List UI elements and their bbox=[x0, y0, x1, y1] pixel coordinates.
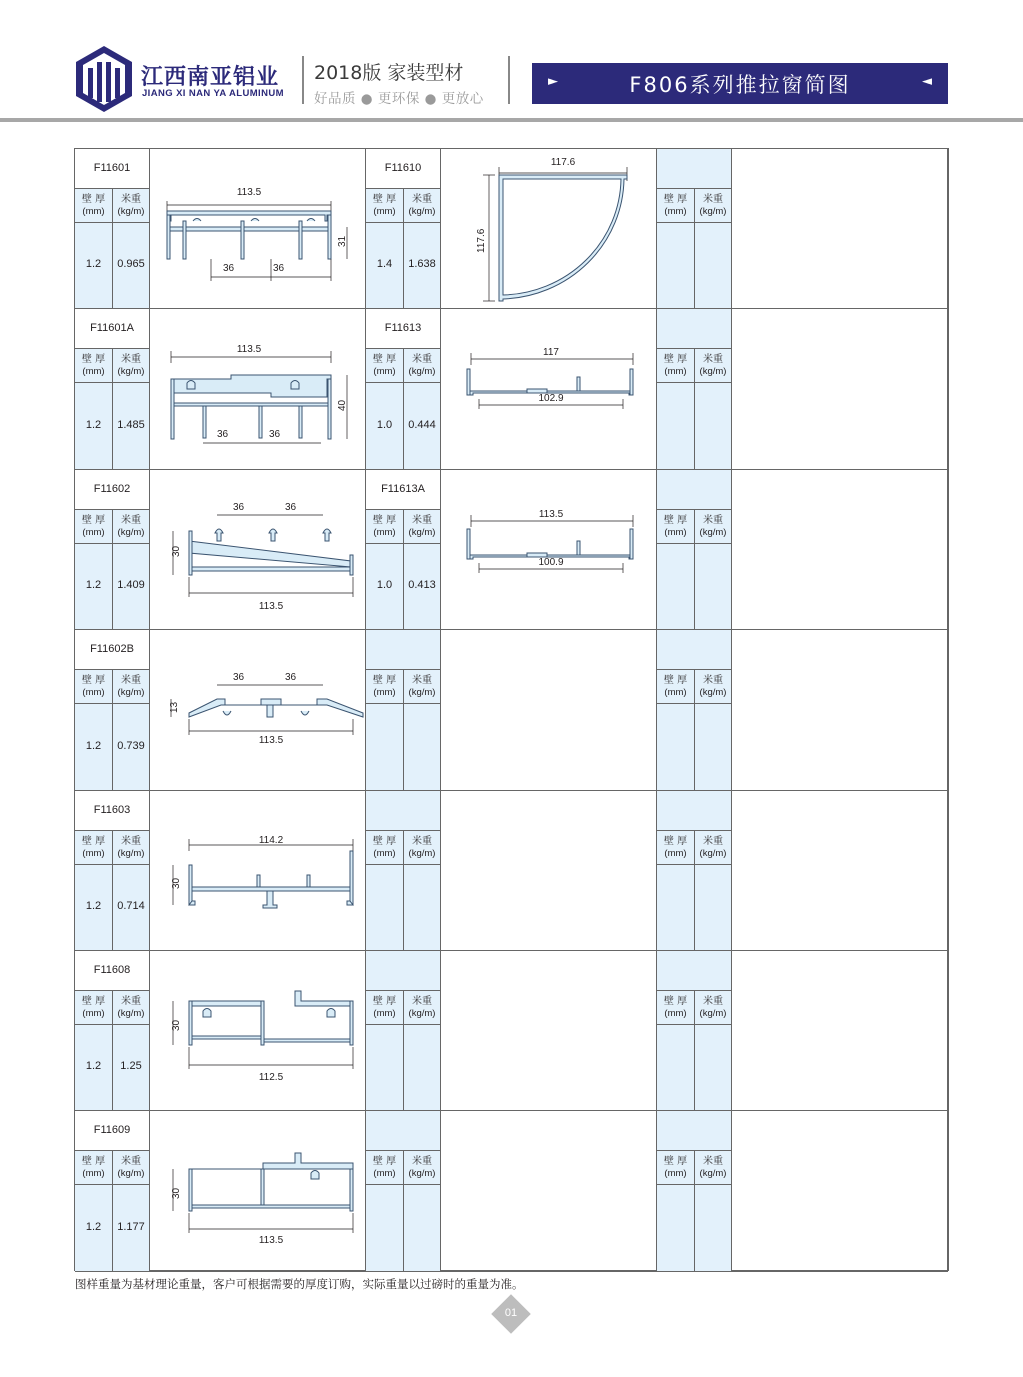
profile-code: F11601A bbox=[90, 322, 134, 334]
unit-weight-value: 1.177 bbox=[117, 1220, 145, 1233]
wall-thickness-cell bbox=[75, 1025, 113, 1111]
unit-weight-cell bbox=[404, 544, 441, 630]
profile-drawing-F11601 bbox=[151, 159, 365, 307]
wall-thickness-value: 1.2 bbox=[85, 900, 102, 912]
wall-thickness-cell bbox=[75, 1185, 113, 1272]
label-text: 米重 bbox=[703, 836, 723, 847]
unit-weight-value: 1.485 bbox=[117, 418, 145, 431]
wall-thickness-label bbox=[75, 510, 113, 544]
wall-thickness-cell bbox=[657, 383, 695, 470]
profile-drawing-cell bbox=[441, 951, 657, 1111]
unit-weight-label bbox=[404, 510, 441, 544]
dim-label: 40 bbox=[337, 399, 348, 411]
wall-thickness-value: 1.4 bbox=[376, 258, 393, 270]
unit-weight-label bbox=[113, 510, 150, 544]
dim-label: 36 bbox=[285, 672, 297, 683]
profile-drawing-cell bbox=[732, 1111, 948, 1272]
unit-weight-cell bbox=[404, 383, 441, 470]
dim-label: 113.5 bbox=[538, 509, 564, 520]
unit-weight-label bbox=[695, 189, 732, 223]
profile-code-cell bbox=[366, 470, 441, 510]
label-unit: (kg/m) bbox=[699, 527, 727, 538]
label-unit: (mm) bbox=[664, 687, 687, 698]
profile-drawing-F11603 bbox=[151, 799, 365, 947]
dim-label: 30 bbox=[171, 545, 182, 557]
label-unit: (mm) bbox=[82, 527, 105, 538]
wall-thickness-label bbox=[657, 510, 695, 544]
triangle-right-icon: ► bbox=[548, 74, 558, 89]
label-text: 壁 厚 bbox=[81, 675, 106, 686]
wall-thickness-cell bbox=[657, 704, 695, 791]
profile-code-cell bbox=[75, 630, 150, 670]
dim-label: 36 bbox=[223, 263, 235, 274]
unit-weight-cell bbox=[113, 383, 150, 470]
wall-thickness-value: 1.2 bbox=[85, 258, 102, 270]
unit-weight-label bbox=[695, 670, 732, 704]
unit-weight-cell bbox=[695, 383, 732, 470]
label-text: 米重 bbox=[412, 836, 432, 847]
dim-label: 13 bbox=[169, 701, 180, 713]
label-text: 米重 bbox=[412, 996, 432, 1007]
wall-thickness-label bbox=[75, 189, 113, 223]
wall-thickness-cell bbox=[657, 544, 695, 630]
label-unit: (mm) bbox=[664, 206, 687, 217]
label-text: 米重 bbox=[703, 194, 723, 205]
unit-weight-value: 0.714 bbox=[117, 900, 145, 912]
unit-weight-value: 1.25 bbox=[120, 1060, 142, 1072]
profile-drawing-cell bbox=[732, 951, 948, 1111]
unit-weight-cell bbox=[113, 223, 150, 309]
label-text: 米重 bbox=[121, 996, 141, 1007]
label-text: 壁 厚 bbox=[663, 194, 688, 205]
label-text: 米重 bbox=[703, 1156, 723, 1167]
triangle-left-icon: ◄ bbox=[922, 74, 932, 89]
profile-code: F11603 bbox=[93, 804, 131, 816]
wall-thickness-cell bbox=[366, 1025, 404, 1111]
profile-drawing-F11609 bbox=[151, 1119, 365, 1267]
wall-thickness-cell bbox=[366, 704, 404, 791]
unit-weight-label bbox=[113, 189, 150, 223]
profile-code-cell bbox=[366, 791, 441, 831]
unit-weight-value: 1.638 bbox=[408, 258, 436, 270]
label-unit: (kg/m) bbox=[117, 206, 145, 217]
label-unit: (kg/m) bbox=[699, 366, 727, 377]
wall-thickness-label bbox=[75, 831, 113, 865]
label-unit: (kg/m) bbox=[699, 206, 727, 217]
label-unit: (mm) bbox=[664, 527, 687, 538]
unit-weight-value: 1.409 bbox=[117, 579, 145, 591]
label-unit: (kg/m) bbox=[699, 1168, 727, 1179]
label-text: 壁 厚 bbox=[372, 354, 397, 365]
dim-label: 30 bbox=[171, 1187, 182, 1199]
label-unit: (kg/m) bbox=[117, 848, 145, 859]
profile-code-cell bbox=[75, 791, 150, 831]
catalog-edition: 2018版 家装型材 bbox=[314, 62, 464, 84]
unit-weight-cell bbox=[695, 865, 732, 951]
dim-label: 31 bbox=[337, 235, 348, 247]
label-unit: (kg/m) bbox=[117, 527, 145, 538]
unit-weight-label bbox=[404, 1151, 441, 1185]
wall-thickness-label bbox=[75, 1151, 113, 1185]
label-unit: (kg/m) bbox=[117, 1168, 145, 1179]
wall-thickness-label bbox=[75, 349, 113, 383]
dim-label: 117.6 bbox=[476, 228, 487, 253]
label-unit: (mm) bbox=[82, 687, 105, 698]
wall-thickness-label bbox=[366, 670, 404, 704]
dim-label: 36 bbox=[233, 672, 245, 683]
label-text: 米重 bbox=[412, 354, 432, 365]
wall-thickness-cell bbox=[366, 544, 404, 630]
label-unit: (mm) bbox=[664, 1008, 687, 1019]
wall-thickness-cell bbox=[657, 223, 695, 309]
label-unit: (mm) bbox=[82, 366, 105, 377]
company-logo bbox=[74, 44, 134, 114]
wall-thickness-label bbox=[366, 510, 404, 544]
wall-thickness-value: 1.2 bbox=[85, 579, 102, 591]
label-text: 米重 bbox=[121, 194, 141, 205]
wall-thickness-cell bbox=[657, 865, 695, 951]
label-text: 壁 厚 bbox=[663, 675, 688, 686]
label-unit: (mm) bbox=[373, 1168, 396, 1179]
label-unit: (mm) bbox=[373, 366, 396, 377]
profile-code-cell bbox=[366, 1111, 441, 1151]
profile-code-cell bbox=[366, 630, 441, 670]
label-unit: (mm) bbox=[373, 1008, 396, 1019]
unit-weight-cell bbox=[404, 704, 441, 791]
dim-label: 113.5 bbox=[258, 1235, 284, 1246]
dim-label: 36 bbox=[269, 429, 281, 440]
label-text: 米重 bbox=[412, 194, 432, 205]
profile-drawing-cell bbox=[732, 309, 948, 470]
label-unit: (mm) bbox=[373, 206, 396, 217]
unit-weight-label bbox=[695, 510, 732, 544]
dim-label: 36 bbox=[285, 502, 297, 513]
profile-code: F11613A bbox=[381, 483, 425, 495]
wall-thickness-value: 1.2 bbox=[85, 1220, 102, 1233]
label-unit: (mm) bbox=[373, 527, 396, 538]
profile-code: F11609 bbox=[93, 1124, 131, 1136]
dim-label: 113.5 bbox=[236, 187, 262, 198]
profile-drawing-F11610 bbox=[443, 153, 657, 309]
profile-code-cell bbox=[657, 1111, 732, 1151]
unit-weight-cell bbox=[404, 223, 441, 309]
label-text: 壁 厚 bbox=[663, 836, 688, 847]
wall-thickness-label bbox=[366, 1151, 404, 1185]
unit-weight-cell bbox=[113, 544, 150, 630]
unit-weight-value: 0.965 bbox=[117, 258, 145, 270]
label-unit: (mm) bbox=[373, 687, 396, 698]
profile-code-cell bbox=[75, 149, 150, 189]
series-title: F806系列推拉窗简图 bbox=[629, 73, 851, 97]
wall-thickness-label bbox=[657, 189, 695, 223]
wall-thickness-value: 1.0 bbox=[376, 418, 393, 431]
unit-weight-label bbox=[113, 670, 150, 704]
label-text: 壁 厚 bbox=[372, 194, 397, 205]
unit-weight-label bbox=[695, 349, 732, 383]
wall-thickness-cell bbox=[366, 865, 404, 951]
label-text: 米重 bbox=[412, 1156, 432, 1167]
unit-weight-label bbox=[404, 831, 441, 865]
wall-thickness-label bbox=[366, 831, 404, 865]
profile-table bbox=[74, 148, 949, 1271]
dim-label: 113.5 bbox=[236, 344, 262, 355]
label-unit: (kg/m) bbox=[117, 366, 145, 377]
label-unit: (kg/m) bbox=[117, 687, 145, 698]
label-unit: (mm) bbox=[82, 1168, 105, 1179]
label-unit: (kg/m) bbox=[408, 1168, 436, 1179]
wall-thickness-value: 1.2 bbox=[85, 1060, 102, 1072]
wall-thickness-cell bbox=[657, 1185, 695, 1272]
label-unit: (kg/m) bbox=[699, 1008, 727, 1019]
unit-weight-label bbox=[695, 991, 732, 1025]
profile-drawing-cell bbox=[441, 791, 657, 951]
wall-thickness-cell bbox=[75, 544, 113, 630]
label-unit: (kg/m) bbox=[408, 687, 436, 698]
profile-code-cell bbox=[657, 309, 732, 349]
brand-slogan: 好品质 ● 更环保 ● 更放心 bbox=[314, 91, 484, 107]
label-unit: (mm) bbox=[664, 1168, 687, 1179]
unit-weight-label bbox=[404, 670, 441, 704]
page-number: 01 bbox=[504, 1307, 518, 1319]
label-text: 壁 厚 bbox=[81, 354, 106, 365]
label-text: 米重 bbox=[121, 354, 141, 365]
unit-weight-cell bbox=[113, 1025, 150, 1111]
label-text: 米重 bbox=[703, 515, 723, 526]
unit-weight-label bbox=[113, 991, 150, 1025]
label-text: 米重 bbox=[703, 996, 723, 1007]
wall-thickness-value: 1.2 bbox=[85, 418, 102, 431]
label-text: 壁 厚 bbox=[81, 515, 106, 526]
brand-name-cn: 江西南亚铝业 bbox=[141, 65, 280, 90]
wall-thickness-cell bbox=[75, 865, 113, 951]
profile-drawing-F11613 bbox=[443, 319, 657, 467]
wall-thickness-value: 1.0 bbox=[376, 579, 393, 591]
profile-code: F11601 bbox=[93, 162, 131, 174]
label-unit: (kg/m) bbox=[408, 206, 436, 217]
wall-thickness-label bbox=[657, 670, 695, 704]
profile-code-cell bbox=[657, 149, 732, 189]
label-text: 壁 厚 bbox=[372, 836, 397, 847]
profile-code-cell bbox=[366, 309, 441, 349]
label-text: 米重 bbox=[703, 675, 723, 686]
label-unit: (mm) bbox=[82, 206, 105, 217]
profile-drawing-F11613A bbox=[443, 479, 657, 627]
profile-drawing-cell bbox=[441, 630, 657, 791]
wall-thickness-label bbox=[657, 991, 695, 1025]
profile-code-cell bbox=[75, 1111, 150, 1151]
label-unit: (mm) bbox=[82, 848, 105, 859]
profile-drawing-cell bbox=[441, 1111, 657, 1272]
label-text: 壁 厚 bbox=[372, 1156, 397, 1167]
profile-code-cell bbox=[366, 149, 441, 189]
dim-label: 114.2 bbox=[258, 835, 284, 846]
wall-thickness-cell bbox=[366, 223, 404, 309]
profile-drawing-F11608 bbox=[151, 959, 365, 1107]
label-text: 米重 bbox=[703, 354, 723, 365]
weight-footnote: 图样重量为基材理论重量，客户可根据需要的厚度订购，实际重量以过磅时的重量为准。 bbox=[75, 1277, 524, 1291]
profile-code: F11610 bbox=[384, 162, 422, 174]
label-unit: (kg/m) bbox=[408, 527, 436, 538]
unit-weight-label bbox=[404, 189, 441, 223]
wall-thickness-label bbox=[657, 1151, 695, 1185]
header-divider bbox=[302, 56, 304, 104]
label-text: 壁 厚 bbox=[663, 354, 688, 365]
label-text: 壁 厚 bbox=[372, 515, 397, 526]
unit-weight-cell bbox=[695, 704, 732, 791]
wall-thickness-label bbox=[366, 991, 404, 1025]
profile-drawing-cell bbox=[732, 630, 948, 791]
profile-drawing-cell bbox=[732, 470, 948, 630]
label-text: 米重 bbox=[121, 1156, 141, 1167]
unit-weight-label bbox=[404, 349, 441, 383]
label-unit: (kg/m) bbox=[699, 848, 727, 859]
wall-thickness-label bbox=[75, 670, 113, 704]
label-unit: (mm) bbox=[373, 848, 396, 859]
unit-weight-cell bbox=[404, 1025, 441, 1111]
profile-drawing-cell bbox=[732, 149, 948, 309]
dim-label: 113.5 bbox=[258, 735, 284, 746]
header-divider bbox=[508, 56, 510, 104]
profile-code-cell bbox=[75, 470, 150, 510]
series-banner bbox=[532, 63, 948, 104]
unit-weight-cell bbox=[404, 1185, 441, 1272]
wall-thickness-cell bbox=[366, 1185, 404, 1272]
unit-weight-cell bbox=[404, 865, 441, 951]
label-text: 壁 厚 bbox=[81, 1156, 106, 1167]
wall-thickness-cell bbox=[75, 383, 113, 470]
label-text: 壁 厚 bbox=[663, 996, 688, 1007]
profile-drawing-F11601A bbox=[151, 319, 365, 467]
dim-label: 36 bbox=[217, 429, 229, 440]
unit-weight-cell bbox=[695, 1185, 732, 1272]
label-text: 壁 厚 bbox=[81, 996, 106, 1007]
dim-label: 112.5 bbox=[258, 1072, 284, 1083]
unit-weight-cell bbox=[113, 1185, 150, 1272]
label-unit: (mm) bbox=[664, 366, 687, 377]
label-text: 壁 厚 bbox=[663, 515, 688, 526]
label-text: 壁 厚 bbox=[81, 194, 106, 205]
label-unit: (kg/m) bbox=[408, 1008, 436, 1019]
unit-weight-cell bbox=[113, 704, 150, 791]
wall-thickness-value: 1.2 bbox=[85, 739, 102, 752]
unit-weight-value: 0.444 bbox=[408, 418, 436, 431]
profile-code-cell bbox=[657, 470, 732, 510]
wall-thickness-label bbox=[366, 189, 404, 223]
header-rule bbox=[0, 118, 1023, 122]
profile-code-cell bbox=[657, 951, 732, 991]
profile-code-cell bbox=[657, 791, 732, 831]
profile-code-cell bbox=[75, 309, 150, 349]
unit-weight-label bbox=[113, 1151, 150, 1185]
label-text: 米重 bbox=[412, 675, 432, 686]
profile-code-cell bbox=[75, 951, 150, 991]
unit-weight-label bbox=[695, 831, 732, 865]
unit-weight-cell bbox=[695, 1025, 732, 1111]
profile-code-cell bbox=[366, 951, 441, 991]
unit-weight-label bbox=[113, 349, 150, 383]
label-text: 米重 bbox=[121, 836, 141, 847]
wall-thickness-label bbox=[366, 349, 404, 383]
unit-weight-label bbox=[113, 831, 150, 865]
profile-drawing-cell bbox=[732, 791, 948, 951]
unit-weight-cell bbox=[695, 223, 732, 309]
dim-label: 117.6 bbox=[550, 157, 576, 168]
wall-thickness-label bbox=[657, 831, 695, 865]
dim-label: 30 bbox=[171, 1019, 182, 1031]
brand-name-en: JIANG XI NAN YA ALUMINUM bbox=[142, 88, 284, 99]
label-text: 壁 厚 bbox=[81, 836, 106, 847]
label-text: 米重 bbox=[412, 515, 432, 526]
label-text: 壁 厚 bbox=[372, 996, 397, 1007]
label-unit: (kg/m) bbox=[117, 1008, 145, 1019]
label-unit: (mm) bbox=[664, 848, 687, 859]
profile-code: F11613 bbox=[384, 322, 422, 334]
unit-weight-label bbox=[695, 1151, 732, 1185]
profile-drawing-F11602 bbox=[151, 479, 365, 627]
label-unit: (kg/m) bbox=[408, 848, 436, 859]
profile-code: F11602 bbox=[93, 483, 131, 495]
label-unit: (mm) bbox=[82, 1008, 105, 1019]
label-text: 壁 厚 bbox=[663, 1156, 688, 1167]
dim-label: 117 bbox=[543, 347, 559, 358]
dim-label: 102.9 bbox=[538, 393, 564, 404]
wall-thickness-cell bbox=[657, 1025, 695, 1111]
profile-code: F11608 bbox=[93, 964, 131, 976]
unit-weight-cell bbox=[695, 544, 732, 630]
profile-code-cell bbox=[657, 630, 732, 670]
label-unit: (kg/m) bbox=[408, 366, 436, 377]
wall-thickness-label bbox=[75, 991, 113, 1025]
wall-thickness-label bbox=[657, 349, 695, 383]
dim-label: 100.9 bbox=[538, 557, 564, 568]
dim-label: 36 bbox=[273, 263, 285, 274]
profile-drawing-F11602B bbox=[151, 639, 365, 787]
page-header bbox=[0, 0, 1023, 125]
wall-thickness-cell bbox=[75, 223, 113, 309]
unit-weight-cell bbox=[113, 865, 150, 951]
label-text: 米重 bbox=[121, 675, 141, 686]
dim-label: 36 bbox=[233, 502, 245, 513]
label-text: 米重 bbox=[121, 515, 141, 526]
unit-weight-label bbox=[404, 991, 441, 1025]
label-text: 壁 厚 bbox=[372, 675, 397, 686]
dim-label: 30 bbox=[171, 877, 182, 889]
unit-weight-value: 0.739 bbox=[117, 739, 145, 752]
profile-code: F11602B bbox=[90, 643, 134, 655]
unit-weight-value: 0.413 bbox=[408, 579, 436, 591]
wall-thickness-cell bbox=[366, 383, 404, 470]
dim-label: 113.5 bbox=[258, 601, 284, 612]
wall-thickness-cell bbox=[75, 704, 113, 791]
label-unit: (kg/m) bbox=[699, 687, 727, 698]
